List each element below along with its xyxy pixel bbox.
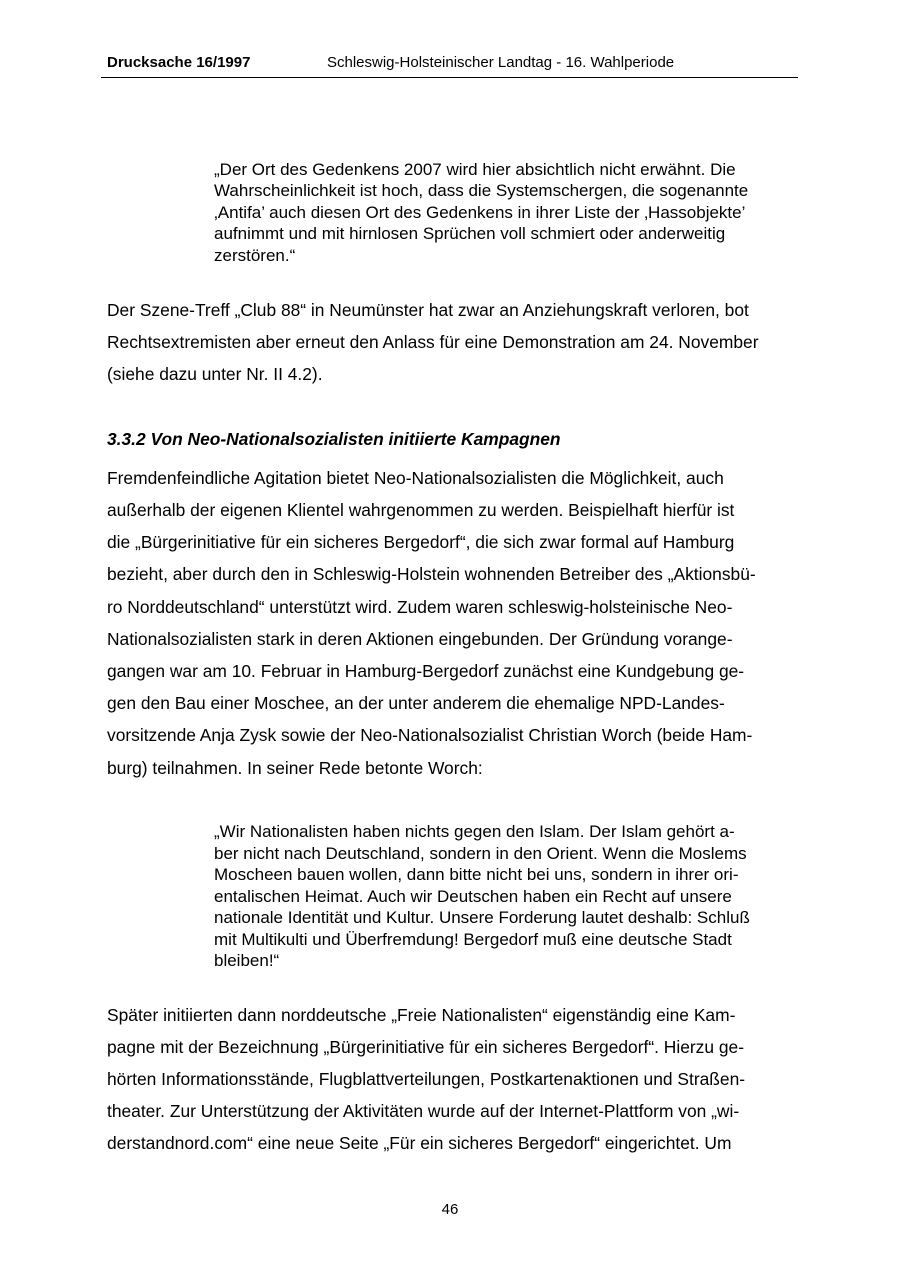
text-line: burg) teilnahmen. In seiner Rede betonte Worch:	[107, 758, 483, 778]
document-number: Drucksache 16/1997	[107, 54, 251, 71]
text-line: pagne mit der Bezeichnung „Bürgerinitiative für ein sicheres Bergedorf“. Hierzu ge-	[107, 1037, 745, 1057]
page-header	[101, 52, 798, 78]
quote-line: ber nicht nach Deutschland, sondern in den Orient. Wenn die Moslems	[214, 844, 747, 863]
quote-line: mit Multikulti und Überfremdung! Bergedorf muß eine deutsche Stadt	[214, 930, 732, 949]
text-line: Nationalsozialisten stark in deren Aktionen eingebunden. Der Gründung vorange-	[107, 629, 733, 649]
text-line: theater. Zur Unterstützung der Aktivitäten wurde auf der Internet-Plattform von „wi-	[107, 1101, 740, 1121]
text-line: außerhalb der eigenen Klientel wahrgenommen zu werden. Beispielhaft hierfür ist	[107, 500, 735, 520]
parliament-title: Schleswig-Holsteinischer Landtag - 16. Wahlperiode	[327, 54, 675, 71]
quote-line: Moscheen bauen wollen, dann bitte nicht bei uns, sondern in ihrer ori-	[214, 865, 739, 884]
text-line: bezieht, aber durch den in Schleswig-Holstein wohnenden Betreiber des „Aktionsbü-	[107, 564, 756, 584]
text-line: Fremdenfeindliche Agitation bietet Neo-Nationalsozialisten die Möglichkeit, auch	[107, 468, 724, 488]
quote-line: „Der Ort des Gedenkens 2007 wird hier absichtlich nicht erwähnt. Die	[214, 160, 736, 179]
section-heading: 3.3.2 Von Neo-Nationalsozialisten initiierte Kampagnen	[107, 429, 561, 449]
page-number: 46	[441, 1201, 459, 1218]
text-line: (siehe dazu unter Nr. II 4.2).	[107, 364, 323, 384]
quote-line: bleiben!“	[214, 951, 280, 970]
text-line: Der Szene-Treff „Club 88“ in Neumünster hat zwar an Anziehungskraft verloren, bot	[107, 300, 749, 320]
text-line: Rechtsextremisten aber erneut den Anlass für eine Demonstration am 24. November	[107, 332, 759, 352]
quote-line: „Wir Nationalisten haben nichts gegen den Islam. Der Islam gehört a-	[214, 822, 735, 841]
quote-line: aufnimmt und mit hirnlosen Sprüchen voll schmiert oder anderweitig	[214, 224, 726, 243]
text-line: gangen war am 10. Februar in Hamburg-Bergedorf zunächst eine Kundgebung ge-	[107, 661, 745, 681]
text-line: Später initiierten dann norddeutsche „Freie Nationalisten“ eigenständig eine Kam-	[107, 1005, 736, 1025]
text-line: die „Bürgerinitiative für ein sicheres Bergedorf“, die sich zwar formal auf Hamburg	[107, 532, 735, 552]
quote-line: zerstören.“	[214, 246, 296, 265]
quote-line: Wahrscheinlichkeit ist hoch, dass die Systemschergen, die sogenannte	[214, 181, 749, 200]
quote-line: entalischen Heimat. Auch wir Deutschen haben ein Recht auf unsere	[214, 887, 732, 906]
text-line: ro Norddeutschland“ unterstützt wird. Zudem waren schleswig-holsteinische Neo-	[107, 597, 733, 617]
text-line: hörten Informationsstände, Flugblattverteilungen, Postkartenaktionen und Straßen-	[107, 1069, 746, 1089]
text-line: vorsitzende Anja Zysk sowie der Neo-Nationalsozialist Christian Worch (beide Ham-	[107, 725, 753, 745]
text-line: derstandnord.com“ eine neue Seite „Für ein sicheres Bergedorf“ eingerichtet. Um	[107, 1133, 732, 1153]
quote-line: nationale Identität und Kultur. Unsere Forderung lautet deshalb: Schluß	[214, 908, 750, 927]
text-line: gen den Bau einer Moschee, an der unter anderem die ehemalige NPD-Landes-	[107, 693, 725, 713]
quote-line: ‚Antifa’ auch diesen Ort des Gedenkens in ihrer Liste der ‚Hassobjekte’	[214, 203, 746, 222]
